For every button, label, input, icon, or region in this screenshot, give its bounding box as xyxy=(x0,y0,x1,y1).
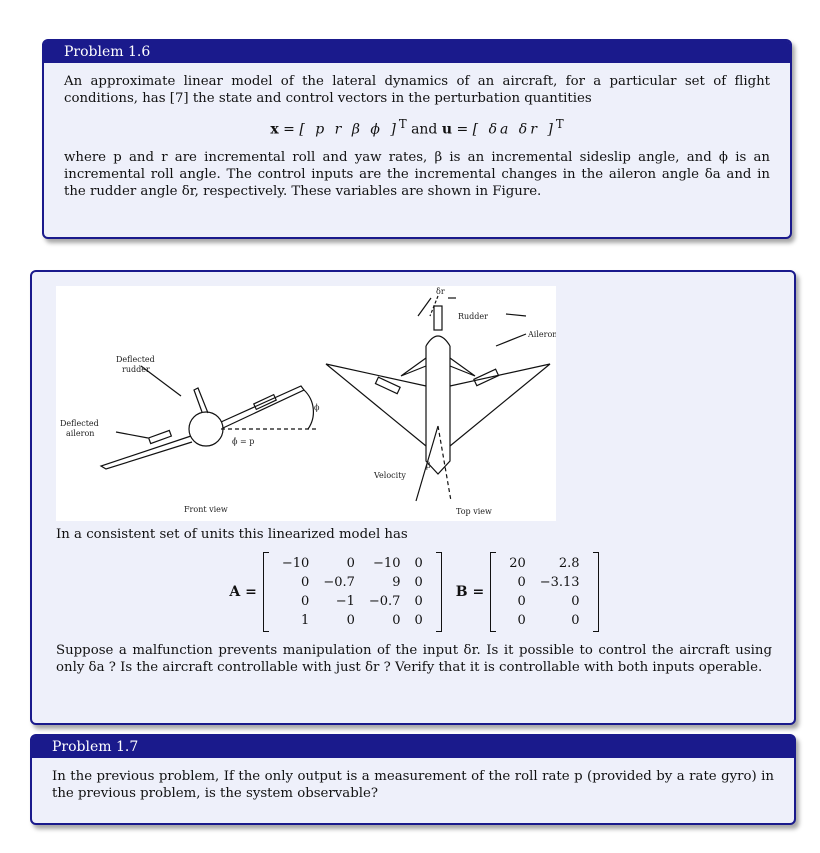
svg-text:Aileron: Aileron xyxy=(528,330,556,339)
problem-1-7-box xyxy=(30,734,796,825)
matrix-B-row: 0 0 xyxy=(517,594,580,609)
svg-text:Top view: Top view xyxy=(456,507,492,516)
front-view-fuselage xyxy=(189,412,223,446)
front-view-left-wing xyxy=(101,436,192,469)
matrix-B-row: 20 2.8 xyxy=(509,556,580,571)
aircraft-diagram xyxy=(56,286,556,521)
svg-text:Rudder: Rudder xyxy=(458,312,488,321)
problem-1-7-text: In the previous problem, If the only output is a measurement of the roll rate p (provided by a rate gyro) in the previous problem, is the system observable? xyxy=(52,769,774,801)
svg-text:β: β xyxy=(426,461,431,470)
matrix-A-row: −10 0 −10 0 xyxy=(281,556,423,571)
top-view-left-wing xyxy=(326,364,426,446)
controllability-question: Suppose a malfunction prevents manipulation of the input δr. Is it possible to control the aircraft using only δa ? Is the aircraft controllable with just δr ? Verify that it is controllable with both inputs operable. xyxy=(56,643,772,675)
matrix-B: B = 20 2.8 0 −3.13 0 0 0 0 xyxy=(456,552,599,632)
matrix-A-row: 0 −0.7 9 0 xyxy=(301,575,423,590)
svg-text:Deflected: Deflected xyxy=(116,355,155,364)
system-matrices xyxy=(56,552,772,632)
problem-1-6-description: where p and r are incremental roll and yaw rates, β is an incremental sideslip angle, and ϕ is an incremental roll angle. The control inputs are the incremental changes in the aileron angle δa and in the rudder angle δr, respectively. These variables are shown in Figure. xyxy=(64,149,770,199)
svg-text:ϕ̇ = p: ϕ̇ = p xyxy=(232,437,255,446)
svg-text:rudder: rudder xyxy=(122,365,150,374)
problem-1-6-intro: An approximate linear model of the lateral dynamics of an aircraft, for a particular set of flight conditions, has [7] the state and control vectors in the perturbation quantities xyxy=(64,74,770,106)
matrix-A-row: 1 0 0 0 xyxy=(301,613,423,628)
svg-text:Deflected: Deflected xyxy=(60,419,99,428)
top-view-rudder xyxy=(434,306,442,330)
matrix-B-row: 0 −3.13 xyxy=(517,575,580,590)
svg-text:aileron: aileron xyxy=(66,429,95,438)
top-view-right-wing xyxy=(450,364,550,446)
problem-1-6-title: Problem 1.6 xyxy=(44,41,790,63)
figure-box xyxy=(30,270,796,725)
front-view-rudder xyxy=(194,388,208,413)
model-intro: In a consistent set of units this linearized model has xyxy=(56,527,408,542)
matrix-A: A = −10 0 −10 0 0 −0.7 9 0 0 −1 −0.7 0 1 0 0 0 xyxy=(229,552,441,632)
problem-1-7-title: Problem 1.7 xyxy=(32,736,794,758)
aircraft-figure xyxy=(56,286,556,521)
matrix-B-row: 0 0 xyxy=(517,613,580,628)
matrix-A-row: 0 −1 −0.7 0 xyxy=(301,594,423,609)
svg-text:Velocity: Velocity xyxy=(374,471,406,480)
problem-1-6-box xyxy=(42,39,792,239)
svg-text:δr: δr xyxy=(436,287,445,296)
svg-text:ϕ: ϕ xyxy=(314,403,320,412)
state-control-equation: x = [ p r β ϕ ]$^T$ and u = [ δa δr ]$^T$ xyxy=(270,117,564,138)
svg-text:Front view: Front view xyxy=(184,505,228,514)
